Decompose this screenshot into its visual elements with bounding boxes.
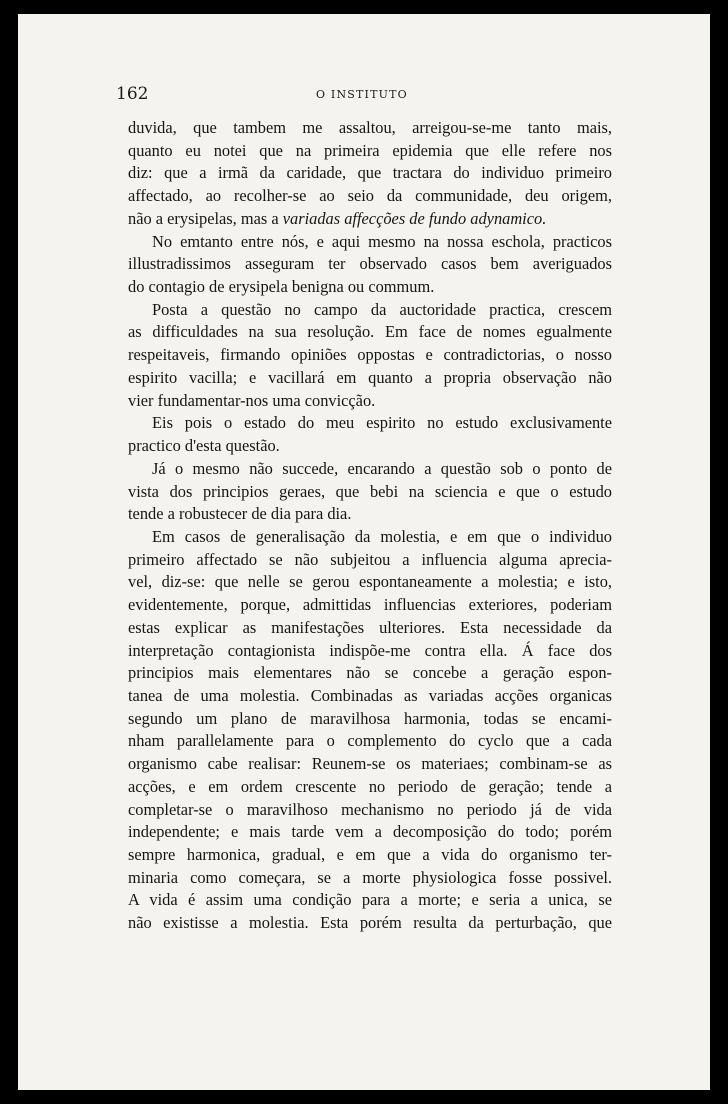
text-line: vel, diz-se: que nelle se gerou espontaneamente a molestia; e isto, <box>128 572 612 592</box>
text-line: Posta a questão no campo da auctoridade practica, crescem <box>152 299 612 319</box>
text-line: não existisse a molestia. Esta porém resulta da perturbação, que <box>128 913 612 933</box>
text-line: organismo cabe realisar: Reunem-se os materiaes; combinam-se as <box>128 754 612 774</box>
italic-text: variadas affecções de fundo adynamico. <box>282 208 547 228</box>
text-line: vier fundamentar-nos uma convicção. <box>128 390 376 410</box>
text-line: nham parallelamente para o complemento do cyclo que a cada <box>128 731 612 751</box>
text-line: do contagio de erysipela benigna ou commum. <box>128 277 435 297</box>
text-line: affectado, ao recolher-se ao seio da communidade, deu origem, <box>128 186 612 206</box>
text-line: espirito vacilla; e vacillará em quanto a propria observação não <box>128 367 612 387</box>
text-line: completar-se o maravilhoso mechanismo no periodo já de vida <box>128 799 612 819</box>
text-line: respeitaveis, firmando opiniões oppostas e contradictorias, o nosso <box>128 345 612 365</box>
text-line: vista dos principios geraes, que bebi na sciencia e que o estudo <box>128 481 612 501</box>
text-line: interpretação contagionista indispõe-me contra ella. Á face dos <box>128 640 612 660</box>
page-header <box>116 84 636 108</box>
text-line: segundo um plano de maravilhosa harmonia, todas se encami- <box>128 708 612 728</box>
text-line: practico d'esta questão. <box>128 436 280 456</box>
text-line: No emtanto entre nós, e aqui mesmo na nossa eschola, practicos <box>152 231 612 251</box>
text-line: acções, e em ordem crescente no periodo de geração; tende a <box>128 776 612 796</box>
text-line: minaria como começara, se a morte physiologica fosse possivel. <box>128 867 612 887</box>
page-number: 162 <box>116 84 149 104</box>
text-line: principios mais elementares não se concebe a geração espon- <box>128 663 612 683</box>
text-line: quanto eu notei que na primeira epidemia que elle refere nos <box>128 140 612 160</box>
text-line: Em casos de generalisação da molestia, e em que o individuo <box>152 526 612 546</box>
text-line: evidentemente, porque, admittidas influencias exteriores, poderiam <box>128 595 612 615</box>
text-line: Eis pois o estado do meu espirito no estudo exclusivamente <box>152 413 612 433</box>
text-line: Já o mesmo não succede, encarando a questão sob o ponto de <box>152 458 612 478</box>
running-title: O INSTITUTO <box>316 88 408 101</box>
text-line: independente; e mais tarde vem a decomposição do todo; porém <box>128 822 612 842</box>
text-line: duvida, que tambem me assaltou, arreigou-se-me tanto mais, <box>128 118 612 137</box>
body-text <box>128 117 612 935</box>
text-line: tanea de uma molestia. Combinadas as variadas acções organicas <box>128 685 612 705</box>
text-line: tende a robustecer de dia para dia. <box>128 504 352 524</box>
text-line: sempre harmonica, gradual, e em que a vida do organismo ter- <box>128 845 612 864</box>
text-line <box>128 208 612 231</box>
text-line: A vida é assim uma condição para a morte; e seria a unica, se <box>128 890 612 910</box>
text-segment: não a erysipelas, mas a <box>128 208 283 228</box>
text-line: illustradissimos asseguram ter observado casos bem averiguados <box>128 254 612 274</box>
text-line: diz: que a irmã da caridade, que tractara do individuo primeiro <box>128 163 612 183</box>
text-line: primeiro affectado se não subjeitou a influencia alguma aprecia- <box>128 549 612 569</box>
text-line: as difficuldades na sua resolução. Em face de nomes egualmente <box>128 322 612 342</box>
text-line: estas explicar as manifestações ulteriores. Esta necessidade da <box>128 617 612 637</box>
